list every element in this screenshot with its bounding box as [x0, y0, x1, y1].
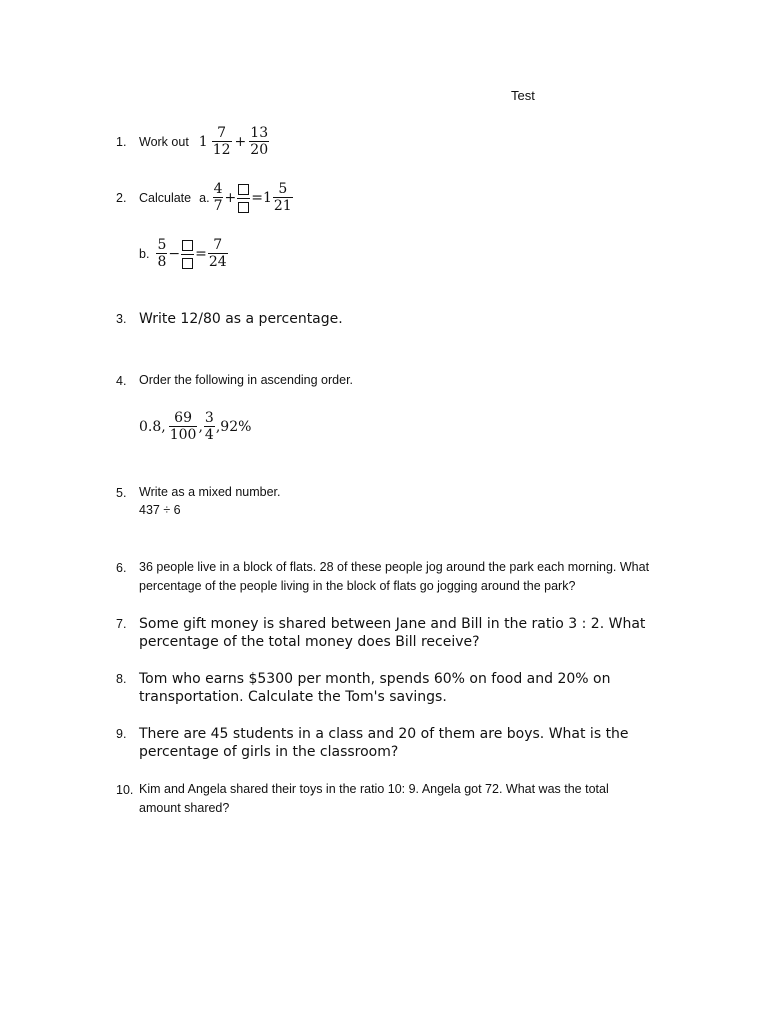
question-text: There are 45 students in a class and 20 of them are boys. What is the percentage of girls in the classroom? [139, 726, 629, 760]
question-number: 5. [116, 486, 127, 500]
denominator: 24 [208, 254, 227, 270]
numerator: 4 [213, 181, 223, 197]
blank-box-icon [238, 202, 249, 213]
fraction [156, 237, 167, 271]
question-text: Order the following in ascending order. [139, 373, 354, 387]
question-text: Calculate [139, 191, 192, 205]
separator: , [215, 419, 221, 435]
fraction [213, 181, 224, 215]
fraction [208, 237, 228, 271]
equals: = [195, 246, 207, 262]
question-number: 4. [116, 374, 127, 388]
part-label: b. [139, 247, 150, 261]
denominator: 4 [204, 427, 214, 443]
separator: , [198, 419, 203, 435]
blank-box-icon [182, 240, 193, 251]
numerator: 7 [217, 125, 227, 141]
whole-number: 1 [198, 134, 208, 150]
question-2b [139, 236, 229, 272]
percent-value: 92% [220, 419, 252, 435]
question-text: Write 12/80 as a percentage. [139, 311, 343, 327]
math-expression [139, 410, 251, 444]
blank-fraction [237, 181, 250, 216]
number-list [139, 409, 251, 445]
fraction [273, 181, 293, 215]
equals: = [251, 190, 263, 206]
denominator: 21 [273, 198, 292, 214]
question-number: 8. [116, 672, 127, 686]
fraction [204, 410, 215, 444]
numerator: 69 [174, 410, 192, 426]
question-2a [139, 180, 294, 216]
question-number: 3. [116, 312, 127, 326]
question-number: 2. [116, 191, 127, 205]
numerator: 7 [213, 237, 223, 253]
denominator: 8 [157, 254, 167, 270]
question-number: 1. [116, 135, 127, 149]
operator: − [168, 246, 181, 262]
question-number: 6. [116, 561, 127, 575]
math-expression [155, 237, 228, 272]
fraction [212, 125, 232, 159]
math-expression: 437 ÷ 6 [139, 503, 181, 517]
fraction [249, 125, 269, 159]
question-number: 10. [116, 783, 134, 797]
numerator: 3 [204, 410, 214, 426]
denominator: 20 [250, 142, 269, 158]
math-expression [212, 181, 294, 216]
operator: + [234, 134, 247, 150]
math-expression [199, 125, 270, 159]
numerator: 5 [157, 237, 167, 253]
question-text: Write as a mixed number. [139, 485, 281, 499]
numerator: 5 [278, 181, 288, 197]
denominator: 7 [213, 198, 223, 214]
operator: + [224, 190, 237, 206]
question-text: 36 people live in a block of flats. 28 of these people jog around the park each morning. What percentage of the people living in the block of flats go jogging around the park? [139, 560, 650, 593]
question-text: Work out [139, 135, 189, 149]
question-number: 7. [116, 617, 127, 631]
document-title: Test [511, 88, 535, 103]
separator: , [161, 419, 166, 435]
fraction [169, 410, 198, 444]
denominator: 100 [169, 427, 197, 443]
denominator: 12 [212, 142, 231, 158]
blank-box-icon [182, 258, 193, 269]
question-text: Tom who earns $5300 per month, spends 60% on food and 20% on transportation. Calculate the Tom's savings. [139, 671, 611, 705]
whole-number: 1 [262, 190, 272, 206]
question-text: Some gift money is shared between Jane and Bill in the ratio 3 : 2. What percentage of the total money does Bill receive? [139, 616, 646, 650]
decimal-value: 0.8 [139, 419, 162, 435]
question-number: 9. [116, 727, 127, 741]
numerator: 13 [250, 125, 269, 141]
part-label: a. [199, 191, 210, 205]
question-1 [139, 124, 270, 160]
blank-fraction [181, 237, 194, 272]
question-text: Kim and Angela shared their toys in the ratio 10: 9. Angela got 72. What was the total amount shared? [139, 782, 609, 815]
blank-box-icon [238, 184, 249, 195]
